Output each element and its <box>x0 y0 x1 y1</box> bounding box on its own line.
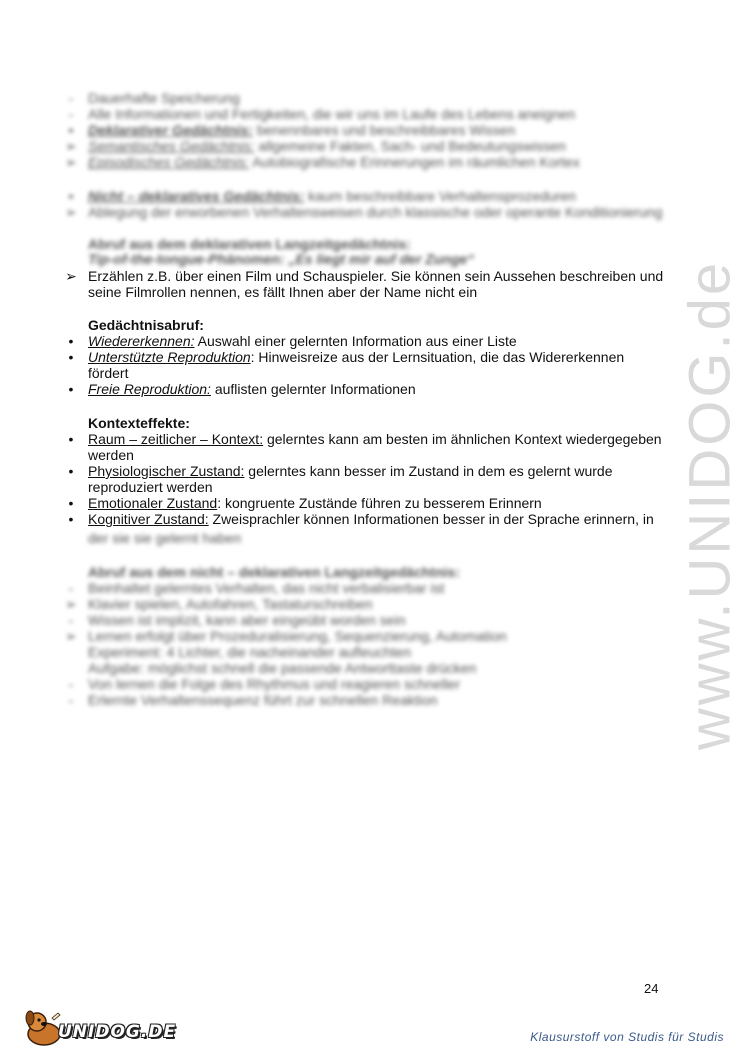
blurred-line: - Von lernen die Folge des Rhythmus und reagieren schneller <box>68 676 461 692</box>
page-number: 24 <box>644 981 659 996</box>
erzaehlen-paragraph <box>65 268 668 300</box>
blurred-line: ➢ Semantisches Gedächtnis: allgemeine Fakten, Sach- und Bedeutungswissen <box>65 138 566 154</box>
list-item: • Wiedererkennen: Auswahl einer gelernten Information aus einer Liste <box>88 333 668 349</box>
blurred-line: - Beinhaltet gelerntes Verhalten, das nicht verbalisierbar ist <box>68 580 445 596</box>
blurred-line: - Erlernte Verhaltenssequenz führt zur schnellen Reaktion <box>68 692 438 708</box>
blurred-line: ➢ Lernen erfolgt über Prozeduralisierung, Sequenzierung, Automation <box>65 628 507 644</box>
blurred-line: Aufgabe: möglichst schnell die passende Antworttaste drücken <box>88 660 477 676</box>
blurred-line: ➢ Ablegung der erworbenen Verhaltensweisen durch klassische oder operante Konditionierung <box>65 204 663 220</box>
list-item: • Raum – zeitlicher – Kontext: gelerntes kann am besten im ähnlichen Kontext wiedergegeben werden <box>88 431 668 463</box>
blurred-heading: Abruf aus dem nicht – deklarativen Langzeitgedächtnis: <box>88 564 460 580</box>
watermark: www.UNIDOG.de <box>677 259 743 751</box>
bullet-icon: • <box>68 511 74 527</box>
blurred-line: • Deklarativer Gedächtnis: benennbares und beschreibbares Wissen <box>68 122 516 138</box>
kontexteffekte-section <box>68 415 668 527</box>
blurred-line: - Dauerhafte Speicherung <box>68 90 240 106</box>
paragraph-line: Erzählen z.B. über einen Film und Schauspieler. Sie können sein Aussehen beschreiben und <box>88 268 664 284</box>
blurred-line: - Wissen ist implizit, kann aber eingeübt worden sein <box>68 612 406 628</box>
list-item: • Kognitiver Zustand: Zweisprachler können Informationen besser in der Sprache erinnern, in <box>88 511 668 527</box>
bullet-icon: • <box>68 431 74 447</box>
bullet-icon: • <box>68 463 74 479</box>
bullet-icon: • <box>68 381 74 397</box>
bullet-icon: • <box>68 333 74 349</box>
blurred-line: ➢ Klavier spielen, Autofahren, Tastaturschreiben <box>65 596 373 612</box>
blurred-line: - Alle Informationen und Fertigkeiten, die wir uns im Laufe des Lebens aneignen <box>68 106 576 122</box>
bullet-icon: • <box>68 495 74 511</box>
blurred-heading: Tip-of-the-tongue-Phänomen: „Es liegt mir auf der Zunge“ <box>88 251 475 267</box>
unidog-logo <box>22 1012 192 1048</box>
bullet-icon: • <box>68 349 74 365</box>
blurred-line: Experiment: 4 Lichter, die nacheinander aufleuchten <box>88 644 411 660</box>
blurred-line: der sie sie gelernt haben <box>88 530 242 546</box>
section-heading: Kontexteffekte: <box>88 415 190 431</box>
arrow-bullet-icon: ➢ <box>65 268 77 284</box>
blurred-line: • Nicht – deklaratives Gedächtnis: kaum beschreibbare Verhaltensprozeduren <box>68 188 576 204</box>
paragraph-line: seine Filmrollen nennen, es fällt Ihnen aber der Name nicht ein <box>88 284 478 300</box>
list-item: • Unterstützte Reproduktion: Hinweisreize aus der Lernsituation, die das Widererkennen fördert <box>88 349 668 381</box>
gedaechtnisabruf-section <box>68 317 668 397</box>
section-heading: Gedächtnisabruf: <box>88 317 204 333</box>
list-item: • Emotionaler Zustand: kongruente Zustände führen zu besserem Erinnern <box>88 495 668 511</box>
footer-tagline: Klausurstoff von Studis für Studis <box>530 1030 724 1044</box>
list-item: • Freie Reproduktion: auflisten gelernter Informationen <box>88 381 668 397</box>
blurred-line: ➢ Episodisches Gedächtnis: Autobiografische Erinnerungen im räumlichen Kortex <box>65 154 580 170</box>
blurred-heading: Abruf aus dem deklarativen Langzeitgedächtnis: <box>88 236 411 252</box>
list-item: • Physiologischer Zustand: gelerntes kann besser im Zustand in dem es gelernt wurde reproduziert werden <box>88 463 668 495</box>
logo-text: UNIDOG.DE <box>58 1022 177 1042</box>
